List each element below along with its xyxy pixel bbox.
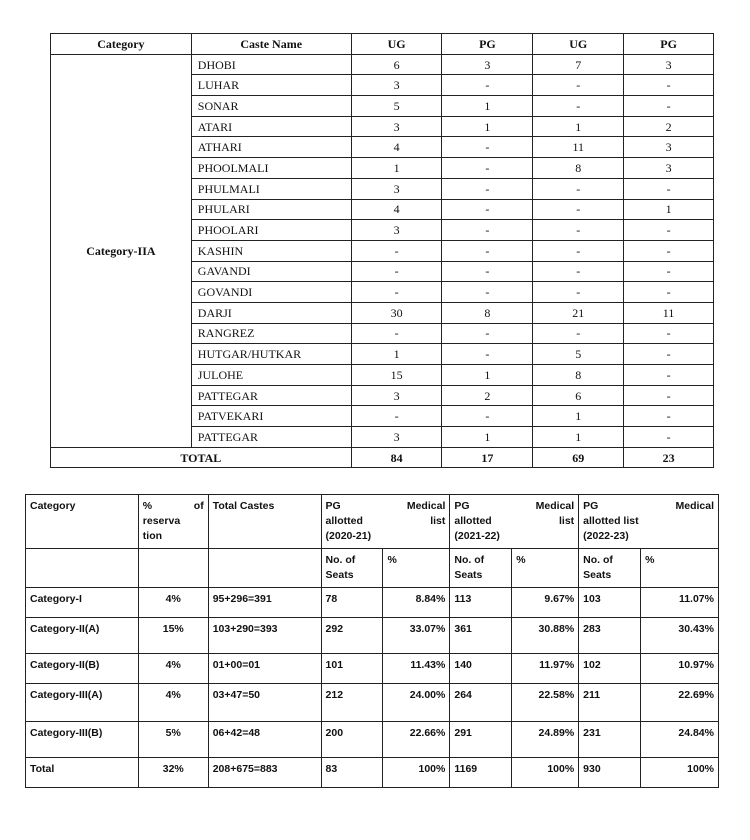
pg-cell: 2 xyxy=(624,116,714,137)
percent-cell: 100% xyxy=(383,758,450,788)
percent-cell: 30.88% xyxy=(512,618,579,654)
reservation-cell: 32% xyxy=(138,758,208,788)
caste-name-cell: HUTGAR/HUTKAR xyxy=(191,344,351,365)
pg-cell: - xyxy=(624,75,714,96)
header-caste-name: Caste Name xyxy=(191,34,351,55)
reservation-cell: 4% xyxy=(138,588,208,618)
ug-cell: - xyxy=(533,178,624,199)
header-seats xyxy=(579,549,641,588)
pg-cell: - xyxy=(624,220,714,241)
caste-name-cell: LUHAR xyxy=(191,75,351,96)
header-text: of xyxy=(193,500,204,512)
header-text: Seats xyxy=(583,569,612,581)
ug-cell: - xyxy=(533,261,624,282)
seats-cell: 212 xyxy=(321,684,383,722)
reservation-summary-table xyxy=(25,494,719,788)
caste-name-cell: DARJI xyxy=(191,302,351,323)
seats-cell: 83 xyxy=(321,758,383,788)
ug-cell: 3 xyxy=(351,178,442,199)
ug-cell: 4 xyxy=(351,137,442,158)
header-year-2022-23 xyxy=(579,495,719,549)
total-castes-cell: 06+42=48 xyxy=(208,722,321,758)
pg-cell: 1 xyxy=(442,427,533,448)
ug-cell: - xyxy=(533,75,624,96)
caste-name-cell: PHULARI xyxy=(191,199,351,220)
pg-cell: 1 xyxy=(442,116,533,137)
header-text: % xyxy=(142,500,153,512)
header-text: No. of xyxy=(325,554,356,566)
pg-cell: - xyxy=(442,158,533,179)
category-cell: Total xyxy=(26,758,139,788)
header-text: Medical xyxy=(406,500,446,512)
pg-cell: - xyxy=(442,406,533,427)
total-castes-cell: 95+296=391 xyxy=(208,588,321,618)
pg-cell: - xyxy=(624,240,714,261)
total-row xyxy=(51,447,714,468)
pg-cell: - xyxy=(442,75,533,96)
caste-name-cell: ATHARI xyxy=(191,137,351,158)
header-text: No. of xyxy=(454,554,485,566)
ug-cell: - xyxy=(533,282,624,303)
seats-cell: 1169 xyxy=(450,758,512,788)
header-text: No. of xyxy=(583,554,613,566)
empty-cell xyxy=(26,549,139,588)
pg-cell: - xyxy=(624,344,714,365)
total-ug2-cell: 69 xyxy=(533,447,624,468)
total-pg2-cell: 23 xyxy=(624,447,714,468)
pg-cell: 3 xyxy=(624,54,714,75)
header-text: Medical xyxy=(535,500,575,512)
reservation-cell: 5% xyxy=(138,722,208,758)
ug-cell: 11 xyxy=(533,137,624,158)
pg-cell: - xyxy=(442,240,533,261)
table-row xyxy=(51,54,714,75)
seats-cell: 200 xyxy=(321,722,383,758)
header-text: (2020-21) xyxy=(325,530,372,542)
caste-seat-table xyxy=(50,33,714,468)
percent-cell: 24.89% xyxy=(512,722,579,758)
seats-cell: 103 xyxy=(579,588,641,618)
ug-cell: - xyxy=(351,282,442,303)
header-percent: % xyxy=(641,549,719,588)
header-ug: UG xyxy=(351,34,442,55)
caste-name-cell: DHOBI xyxy=(191,54,351,75)
ug-cell: - xyxy=(351,323,442,344)
header-text: PG xyxy=(325,500,341,512)
table-row xyxy=(26,618,719,654)
header-seats xyxy=(450,549,512,588)
seats-cell: 101 xyxy=(321,654,383,684)
header-pg: PG xyxy=(624,34,714,55)
pg-cell: - xyxy=(624,365,714,386)
seats-cell: 78 xyxy=(321,588,383,618)
seats-cell: 291 xyxy=(450,722,512,758)
header-reservation xyxy=(138,495,208,549)
ug-cell: 1 xyxy=(533,427,624,448)
caste-name-cell: PHOOLARI xyxy=(191,220,351,241)
pg-cell: 3 xyxy=(624,137,714,158)
ug-cell: 5 xyxy=(533,344,624,365)
header-total-castes: Total Castes xyxy=(208,495,321,549)
pg-cell: 1 xyxy=(442,96,533,117)
ug-cell: 3 xyxy=(351,385,442,406)
category-cell: Category-II(B) xyxy=(26,654,139,684)
caste-name-cell: PHOOLMALI xyxy=(191,158,351,179)
header-text: Seats xyxy=(454,569,483,581)
seats-cell: 231 xyxy=(579,722,641,758)
ug-cell: 5 xyxy=(351,96,442,117)
pg-cell: - xyxy=(442,137,533,158)
ug-cell: - xyxy=(533,220,624,241)
pg-cell: - xyxy=(624,323,714,344)
header-text: allotted xyxy=(325,515,363,527)
ug-cell: 1 xyxy=(533,116,624,137)
percent-cell: 22.58% xyxy=(512,684,579,722)
ug-cell: - xyxy=(533,96,624,117)
ug-cell: - xyxy=(533,323,624,344)
ug-cell: - xyxy=(533,240,624,261)
ug-cell: 1 xyxy=(351,344,442,365)
pg-cell: - xyxy=(442,178,533,199)
category-cell: Category-II(A) xyxy=(26,618,139,654)
total-ug1-cell: 84 xyxy=(351,447,442,468)
caste-name-cell: JULOHE xyxy=(191,365,351,386)
pg-cell: - xyxy=(442,199,533,220)
header-year-2021-22 xyxy=(450,495,579,549)
ug-cell: 6 xyxy=(533,385,624,406)
seats-cell: 283 xyxy=(579,618,641,654)
table-row xyxy=(26,758,719,788)
percent-cell: 11.07% xyxy=(641,588,719,618)
percent-cell: 22.69% xyxy=(641,684,719,722)
ug-cell: - xyxy=(351,240,442,261)
seats-cell: 264 xyxy=(450,684,512,722)
header-category: Category xyxy=(51,34,192,55)
percent-cell: 9.67% xyxy=(512,588,579,618)
ug-cell: 3 xyxy=(351,427,442,448)
ug-cell: 3 xyxy=(351,116,442,137)
caste-name-cell: ATARI xyxy=(191,116,351,137)
pg-cell: - xyxy=(624,178,714,199)
pg-cell: - xyxy=(624,261,714,282)
total-pg1-cell: 17 xyxy=(442,447,533,468)
ug-cell: 15 xyxy=(351,365,442,386)
percent-cell: 33.07% xyxy=(383,618,450,654)
header-text: reserva xyxy=(142,515,181,527)
percent-cell: 10.97% xyxy=(641,654,719,684)
table-header-row xyxy=(51,34,714,55)
ug-cell: 3 xyxy=(351,75,442,96)
percent-cell: 8.84% xyxy=(383,588,450,618)
total-castes-cell: 03+47=50 xyxy=(208,684,321,722)
caste-name-cell: PATTEGAR xyxy=(191,385,351,406)
pg-cell: 11 xyxy=(624,302,714,323)
category-cell: Category-IIA xyxy=(51,54,192,447)
pg-cell: - xyxy=(442,261,533,282)
seats-cell: 140 xyxy=(450,654,512,684)
category-cell: Category-III(A) xyxy=(26,684,139,722)
ug-cell: 1 xyxy=(351,158,442,179)
percent-cell: 100% xyxy=(512,758,579,788)
total-castes-cell: 103+290=393 xyxy=(208,618,321,654)
percent-cell: 24.84% xyxy=(641,722,719,758)
pg-cell: 2 xyxy=(442,385,533,406)
empty-cell xyxy=(138,549,208,588)
reservation-cell: 15% xyxy=(138,618,208,654)
ug-cell: 7 xyxy=(533,54,624,75)
pg-cell: - xyxy=(624,406,714,427)
header-category: Category xyxy=(26,495,139,549)
ug-cell: 4 xyxy=(351,199,442,220)
pg-cell: - xyxy=(442,220,533,241)
seats-cell: 102 xyxy=(579,654,641,684)
pg-cell: 8 xyxy=(442,302,533,323)
pg-cell: 1 xyxy=(442,365,533,386)
ug-cell: 3 xyxy=(351,220,442,241)
pg-cell: 1 xyxy=(624,199,714,220)
category-cell: Category-I xyxy=(26,588,139,618)
pg-cell: - xyxy=(442,344,533,365)
ug-cell: 6 xyxy=(351,54,442,75)
seats-cell: 113 xyxy=(450,588,512,618)
caste-name-cell: RANGREZ xyxy=(191,323,351,344)
table-row xyxy=(26,588,719,618)
pg-cell: - xyxy=(442,323,533,344)
empty-cell xyxy=(208,549,321,588)
category-cell: Category-III(B) xyxy=(26,722,139,758)
ug-cell: - xyxy=(351,406,442,427)
header-text: (2021-22) xyxy=(454,530,500,542)
percent-cell: 30.43% xyxy=(641,618,719,654)
table-header-row xyxy=(26,495,719,549)
percent-cell: 22.66% xyxy=(383,722,450,758)
pg-cell: - xyxy=(442,282,533,303)
caste-name-cell: PHULMALI xyxy=(191,178,351,199)
seats-cell: 292 xyxy=(321,618,383,654)
header-text: PG xyxy=(454,500,470,512)
header-pg: PG xyxy=(442,34,533,55)
pg-cell: - xyxy=(624,96,714,117)
header-seats xyxy=(321,549,383,588)
table-row xyxy=(26,654,719,684)
header-percent: % xyxy=(383,549,450,588)
percent-cell: 11.43% xyxy=(383,654,450,684)
caste-name-cell: PATVEKARI xyxy=(191,406,351,427)
table-row xyxy=(26,684,719,722)
total-castes-cell: 208+675=883 xyxy=(208,758,321,788)
header-text: list xyxy=(559,515,575,527)
percent-cell: 11.97% xyxy=(512,654,579,684)
header-percent: % xyxy=(512,549,579,588)
pg-cell: - xyxy=(624,385,714,406)
seats-cell: 211 xyxy=(579,684,641,722)
pg-cell: - xyxy=(624,427,714,448)
pg-cell: - xyxy=(624,282,714,303)
ug-cell: 30 xyxy=(351,302,442,323)
pg-cell: 3 xyxy=(624,158,714,179)
ug-cell: 8 xyxy=(533,158,624,179)
header-text: allotted xyxy=(454,515,492,527)
caste-name-cell: KASHIN xyxy=(191,240,351,261)
header-text: list xyxy=(430,515,446,527)
caste-name-cell: PATTEGAR xyxy=(191,427,351,448)
table-row xyxy=(26,722,719,758)
ug-cell: - xyxy=(351,261,442,282)
ug-cell: 1 xyxy=(533,406,624,427)
reservation-cell: 4% xyxy=(138,684,208,722)
header-text: PG xyxy=(583,500,599,512)
ug-cell: - xyxy=(533,199,624,220)
header-year-2020-21 xyxy=(321,495,450,549)
total-castes-cell: 01+00=01 xyxy=(208,654,321,684)
percent-cell: 100% xyxy=(641,758,719,788)
header-ug: UG xyxy=(533,34,624,55)
seats-cell: 361 xyxy=(450,618,512,654)
header-text: Seats xyxy=(325,569,354,581)
header-text: tion xyxy=(142,530,163,542)
header-text: Medical xyxy=(675,500,714,512)
total-label: TOTAL xyxy=(51,447,352,468)
percent-cell: 24.00% xyxy=(383,684,450,722)
ug-cell: 21 xyxy=(533,302,624,323)
pg-cell: 3 xyxy=(442,54,533,75)
header-text: (2022-23) xyxy=(583,530,629,542)
table-subheader-row xyxy=(26,549,719,588)
caste-name-cell: SONAR xyxy=(191,96,351,117)
seats-cell: 930 xyxy=(579,758,641,788)
reservation-cell: 4% xyxy=(138,654,208,684)
caste-name-cell: GOVANDI xyxy=(191,282,351,303)
caste-name-cell: GAVANDI xyxy=(191,261,351,282)
ug-cell: 8 xyxy=(533,365,624,386)
header-text: allotted list xyxy=(583,515,639,527)
